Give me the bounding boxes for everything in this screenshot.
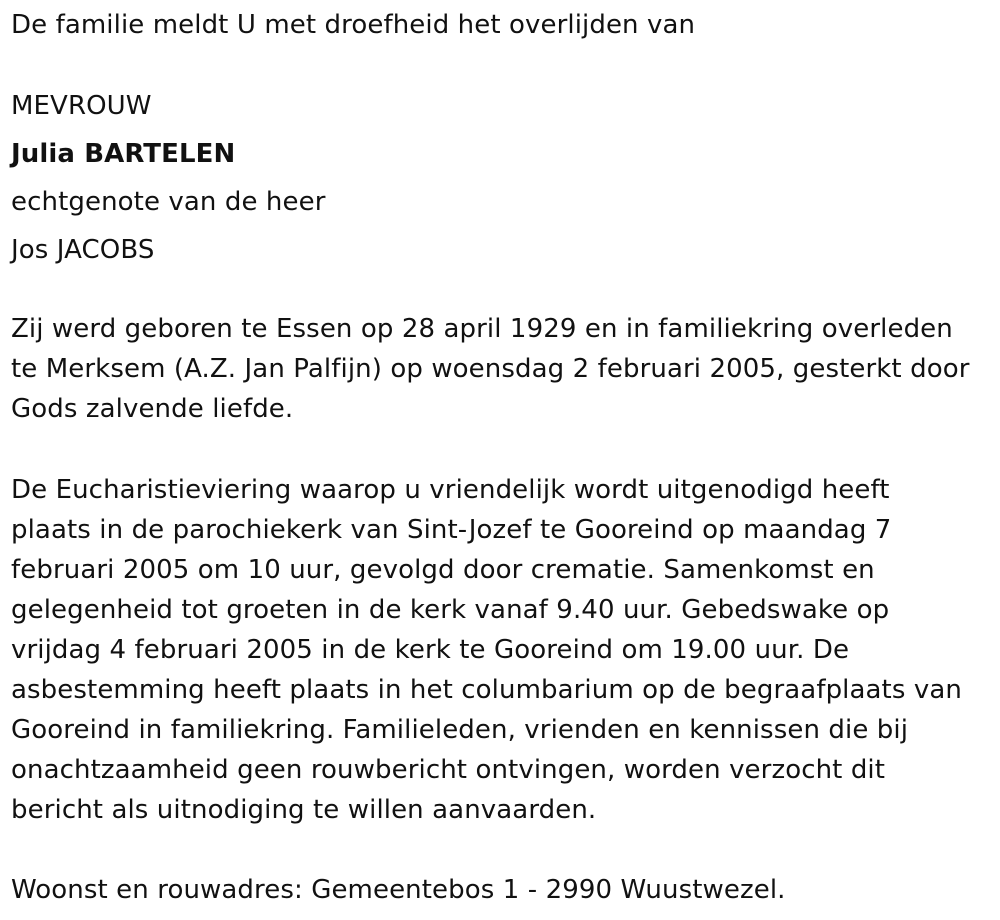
- paragraph-line: onachtzaamheid geen rouwbericht ontvingen, worden verzocht dit: [11, 755, 886, 785]
- paragraph-line: Gods zalvende liefde.: [11, 394, 294, 424]
- paragraph-line: asbestemming heeft plaats in het columbarium op de begraafplaats van: [11, 675, 962, 705]
- paragraph-line: vrijdag 4 februari 2005 in de kerk te Gooreind om 19.00 uur. De: [11, 635, 850, 665]
- paragraph-line: te Merksem (A.Z. Jan Palfijn) op woensdag 2 februari 2005, gesterkt door: [11, 354, 970, 384]
- paragraph-line: plaats in de parochiekerk van Sint-Jozef te Gooreind op maandag 7: [11, 515, 892, 545]
- paragraph-line: Zij werd geboren te Essen op 28 april 1929 en in familiekring overleden: [11, 314, 953, 344]
- intro-text: De familie meldt U met droefheid het overlijden van: [11, 10, 696, 40]
- paragraph-line: gelegenheid tot groeten in de kerk vanaf 9.40 uur. Gebedswake op: [11, 595, 890, 625]
- spouse-label: echtgenote van de heer: [11, 187, 326, 217]
- deceased-name: Julia BARTELEN: [11, 139, 236, 169]
- honorific: MEVROUW: [11, 91, 152, 121]
- paragraph-line: Gooreind in familiekring. Familieleden, vrienden en kennissen die bij: [11, 715, 909, 745]
- spouse-name: Jos JACOBS: [11, 235, 155, 265]
- paragraph-line: februari 2005 om 10 uur, gevolgd door crematie. Samenkomst en: [11, 555, 875, 585]
- paragraph-line: bericht als uitnodiging te willen aanvaarden.: [11, 795, 597, 825]
- address-text: Woonst en rouwadres: Gemeentebos 1 - 2990 Wuustwezel.: [11, 875, 786, 905]
- paragraph-line: De Eucharistieviering waarop u vriendelijk wordt uitgenodigd heeft: [11, 475, 890, 505]
